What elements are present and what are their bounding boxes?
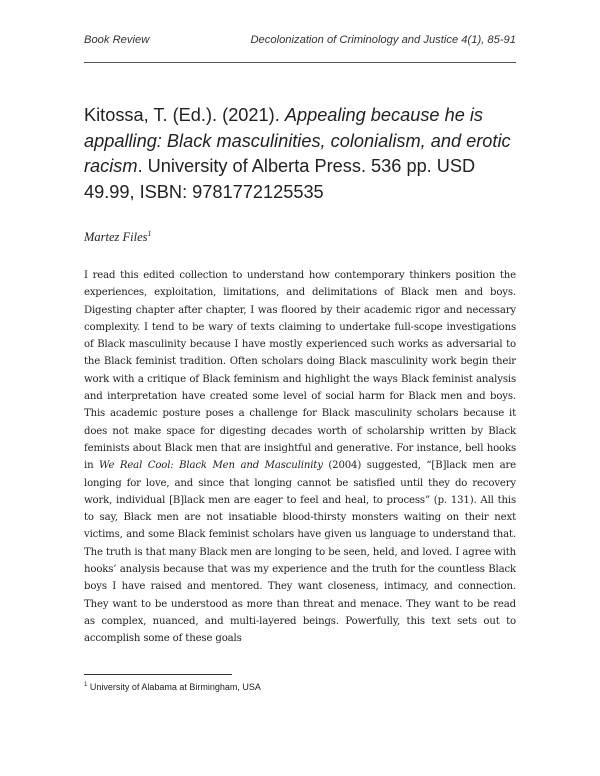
body-paragraph bbox=[84, 267, 516, 648]
body-text-part2: (2004) suggested, “[B]lack men are longing for love, and since that longing cannot be satisfied until they do recovery work, individual [B]lack men are eager to feel and heal, to process” (p. 131). All this to say, Black men are not insatiable blood-thirsty monsters waiting on their next victims, and some Black feminist scholars have given us language to understand that. The truth is that many Black men are longing to be seen, held, and loved. I agree with hooks’ analysis because that was my experience and the truth for the countless Black boys I have raised and mentored. They want closeness, intimacy, and connection. They want to be understood as more than threat and menace. They want to be read as complex, nuanced, and multi-layered beings. Powerfully, this text sets out to accomplish some of these goals bbox=[84, 460, 517, 645]
title-citation-suffix: . University of Alberta Press. 536 pp. USD 49.99, ISBN: 9781772125535 bbox=[84, 156, 476, 202]
body-text-part1: I read this edited collection to understand how contemporary thinkers position the experiences, exploitation, limitations, and delimitations of Black men and boys. Digesting chapter after chapter, I was floored by their academic rigor and necessary complexity. I tend to be wary of texts claiming to undertake full-scope investigations of Black masculinity because I have mostly experienced such works as adversarial to the Black feminist tradition. Often scholars doing Black masculinity work begin their work with a critique of Black feminism and highlight the ways Black feminist analysis and interpretation have created some level of social harm for Black men and boys. This academic posture poses a challenge for Black masculinity scholars because it does not make space for digesting decades worth of scholarship written by Black feminists about Black men that are insightful and generative. For instance, bell hooks in bbox=[84, 270, 516, 472]
author-footnote-mark[interactable]: 1 bbox=[147, 229, 152, 238]
title-book-title: Appealing because he is appalling: Black masculinities, colonialism, and erotic racism bbox=[84, 105, 511, 176]
header-section-label: Book Review bbox=[84, 34, 150, 46]
running-header bbox=[84, 34, 516, 46]
header-divider bbox=[84, 62, 516, 63]
body-cited-title: We Real Cool: Black Men and Masculinity bbox=[99, 460, 323, 472]
review-title bbox=[84, 103, 520, 205]
header-journal-citation: Decolonization of Criminology and Justice 4(1), 85-91 bbox=[250, 34, 516, 46]
author-name: Martez Files bbox=[84, 230, 148, 245]
footnote-mark: 1 bbox=[84, 682, 88, 688]
footnote-text: University of Alabama at Birmingham, USA bbox=[89, 682, 261, 692]
footnote-divider bbox=[84, 674, 232, 675]
footnote bbox=[84, 682, 261, 692]
title-citation-prefix: Kitossa, T. (Ed.). (2021). bbox=[84, 105, 285, 125]
author-byline bbox=[84, 229, 152, 245]
